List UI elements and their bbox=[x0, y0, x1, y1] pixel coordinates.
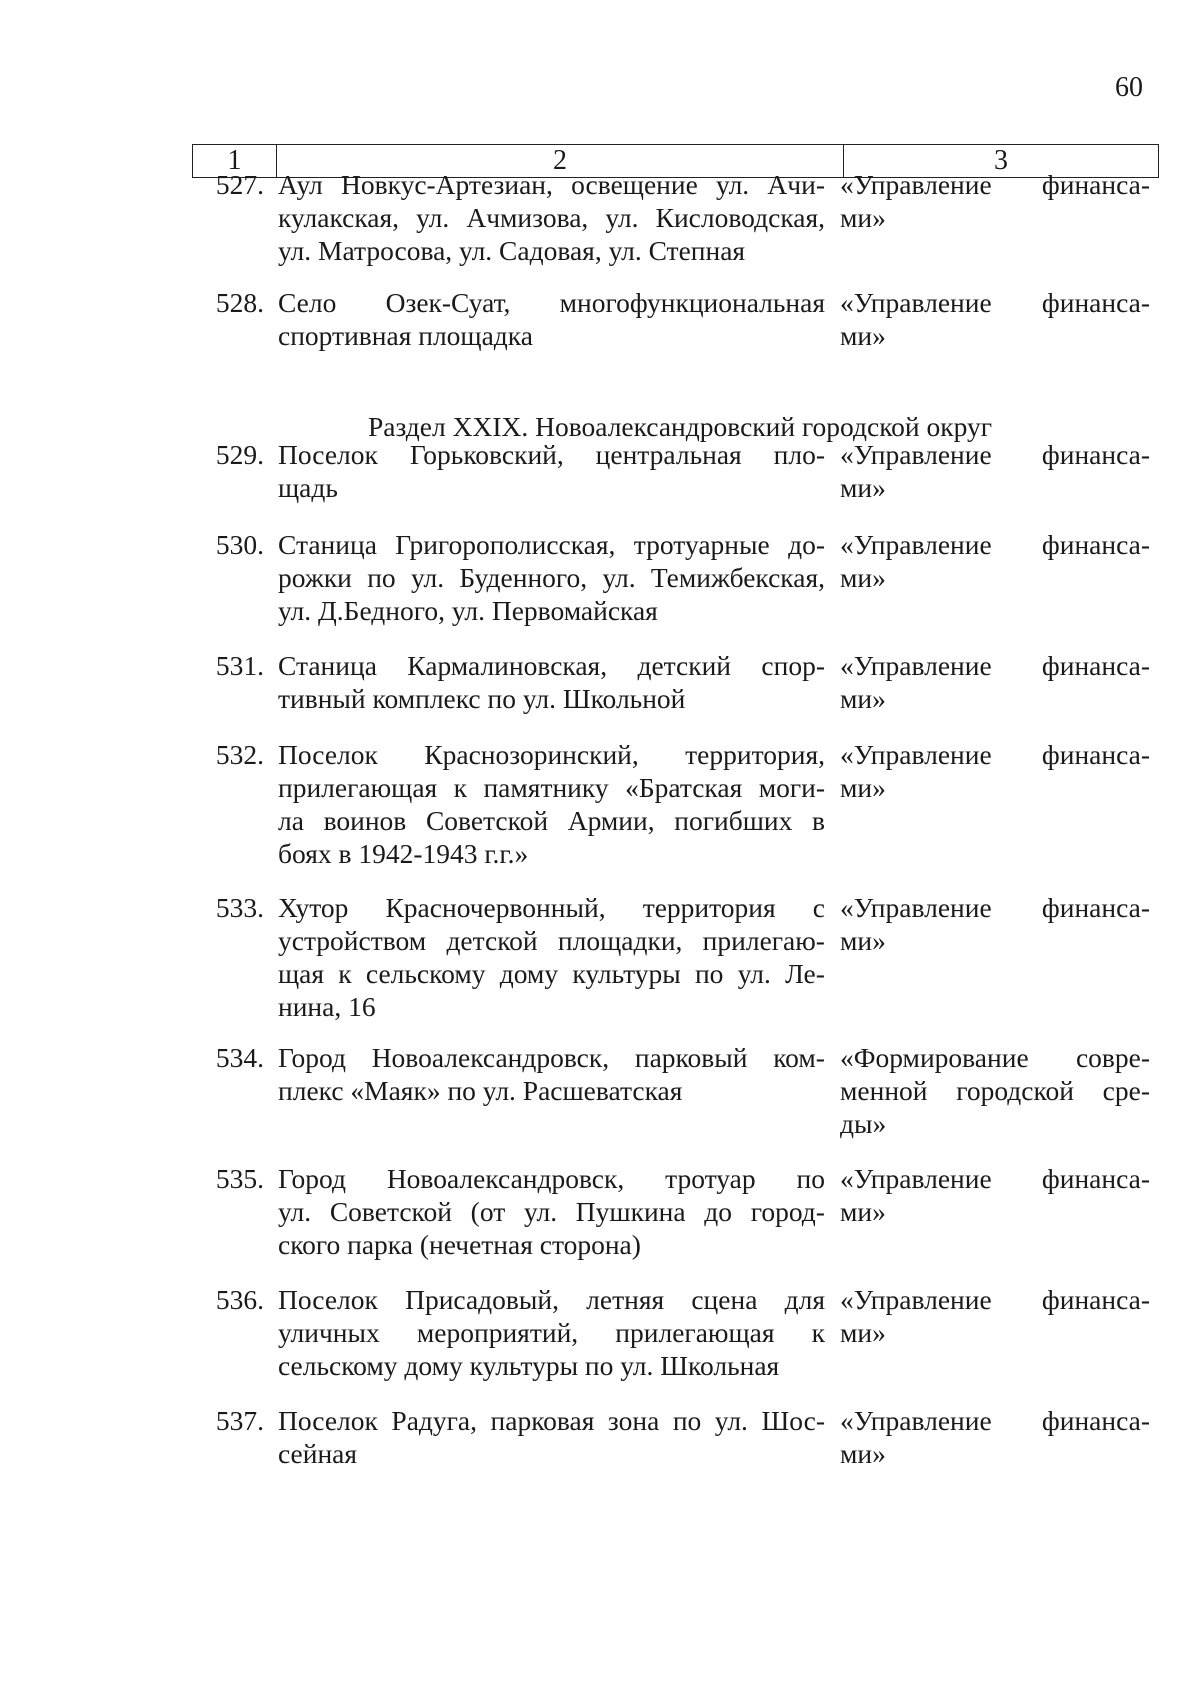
description-word: сцена bbox=[691, 1284, 758, 1315]
description-word: тротуарные bbox=[633, 529, 770, 560]
row-number: 531. bbox=[215, 650, 264, 681]
row-description bbox=[278, 1404, 825, 1470]
program-line: ды» bbox=[840, 1108, 887, 1139]
description-word: кулакская, bbox=[278, 202, 399, 233]
program-line: ми» bbox=[840, 1196, 886, 1227]
program-word: финанса- bbox=[1041, 650, 1150, 681]
description-word: культуры bbox=[572, 958, 681, 989]
description-line bbox=[278, 891, 825, 924]
description-word: Ачи- bbox=[767, 169, 825, 200]
description-word: ла bbox=[278, 805, 304, 836]
header-col-3: 3 bbox=[843, 145, 1158, 177]
description-line: спортивная площадка bbox=[278, 320, 533, 351]
description-word: памятнику bbox=[483, 772, 609, 803]
description-word: Город bbox=[278, 1163, 346, 1194]
description-word: Советской bbox=[425, 805, 549, 836]
row-program bbox=[840, 1404, 1150, 1470]
description-word: погибших bbox=[674, 805, 793, 836]
row-number: 534. bbox=[215, 1042, 264, 1073]
row-program bbox=[840, 738, 1150, 804]
description-line bbox=[278, 168, 825, 201]
description-line bbox=[278, 738, 825, 771]
description-word: Аул bbox=[278, 169, 323, 200]
program-line bbox=[840, 1404, 1150, 1437]
description-word: ул. bbox=[737, 958, 771, 989]
program-word: финанса- bbox=[1041, 287, 1150, 318]
program-line: ми» bbox=[840, 202, 886, 233]
description-word: Новкус-Артезиан, bbox=[341, 169, 553, 200]
program-line bbox=[840, 891, 1150, 924]
description-word: тротуар bbox=[665, 1163, 756, 1194]
description-line: нина, 16 bbox=[278, 991, 376, 1022]
description-word: по bbox=[694, 958, 724, 989]
program-line: ми» bbox=[840, 320, 886, 351]
row-description bbox=[278, 1162, 825, 1261]
description-word: ул. bbox=[523, 1196, 558, 1227]
description-word: Станица bbox=[278, 650, 377, 681]
description-word: Ачмизова, bbox=[466, 202, 589, 233]
program-word: финанса- bbox=[1041, 1405, 1150, 1436]
row-description bbox=[278, 438, 825, 504]
row-number: 530. bbox=[215, 529, 264, 560]
description-word: устройством bbox=[278, 925, 427, 956]
description-line bbox=[278, 771, 825, 804]
description-word: центральная bbox=[595, 439, 742, 470]
description-word: Ле- bbox=[785, 958, 825, 989]
description-word: дому bbox=[499, 958, 559, 989]
description-word: парковая bbox=[490, 1405, 595, 1436]
program-line: ми» bbox=[840, 562, 886, 593]
description-word: к bbox=[453, 772, 468, 803]
description-word: Присадовый, bbox=[405, 1284, 559, 1315]
row-program bbox=[840, 891, 1150, 957]
program-word: сре- bbox=[1102, 1075, 1150, 1106]
description-word: до- bbox=[788, 529, 825, 560]
description-word: сельскому bbox=[365, 958, 486, 989]
description-line: сельскому дому культуры по ул. Школьная bbox=[278, 1350, 780, 1381]
program-line: ми» bbox=[840, 925, 886, 956]
description-word: парковый bbox=[634, 1042, 748, 1073]
description-line: ского парка (нечетная сторона) bbox=[278, 1229, 641, 1260]
program-line: ми» bbox=[840, 1317, 886, 1348]
program-line bbox=[840, 168, 1150, 201]
description-line bbox=[278, 804, 825, 837]
program-word: финанса- bbox=[1041, 439, 1150, 470]
row-program bbox=[840, 286, 1150, 352]
description-word: Радуга, bbox=[391, 1405, 478, 1436]
description-line bbox=[278, 438, 825, 471]
description-word: ком- bbox=[773, 1042, 825, 1073]
program-word: «Формирование bbox=[840, 1042, 1029, 1073]
description-word: ул. bbox=[716, 169, 750, 200]
description-word: многофункциональная bbox=[559, 287, 825, 318]
description-word: рожки bbox=[278, 562, 352, 593]
description-word: «Братская bbox=[625, 772, 743, 803]
row-description bbox=[278, 738, 825, 870]
description-line bbox=[278, 1316, 825, 1349]
description-word: спор- bbox=[761, 650, 825, 681]
row-program bbox=[840, 1283, 1150, 1349]
description-line bbox=[278, 1041, 825, 1074]
description-line bbox=[278, 1283, 825, 1316]
row-description bbox=[278, 286, 825, 352]
description-word: Озек-Суат, bbox=[385, 287, 511, 318]
row-program bbox=[840, 438, 1150, 504]
program-word: «Управление bbox=[840, 169, 992, 200]
program-line bbox=[840, 1283, 1150, 1316]
description-word: по bbox=[672, 1405, 702, 1436]
description-line: ул. Матросова, ул. Садовая, ул. Степная bbox=[278, 235, 746, 266]
row-number: 532. bbox=[215, 739, 264, 770]
program-word: «Управление bbox=[840, 892, 992, 923]
program-line bbox=[840, 1041, 1150, 1074]
description-word: к bbox=[811, 1317, 825, 1348]
description-word: прилегающая bbox=[615, 1317, 775, 1348]
description-line: ул. Д.Бедного, ул. Первомайская bbox=[278, 595, 658, 626]
description-word: уличных bbox=[278, 1317, 380, 1348]
description-word: Кисловодская, bbox=[655, 202, 825, 233]
description-word: ул. bbox=[605, 202, 639, 233]
description-word: Шос- bbox=[761, 1405, 825, 1436]
program-line bbox=[840, 528, 1150, 561]
description-word: по bbox=[367, 562, 396, 593]
row-number: 528. bbox=[215, 287, 264, 318]
program-word: финанса- bbox=[1041, 1284, 1150, 1315]
description-word: ул. bbox=[410, 562, 445, 593]
row-description bbox=[278, 891, 825, 1023]
description-word: Новоалександровск, bbox=[386, 1163, 625, 1194]
row-number: 537. bbox=[215, 1405, 264, 1436]
description-word: Поселок bbox=[278, 439, 378, 470]
description-word: Буденного, bbox=[459, 562, 588, 593]
program-word: «Управление bbox=[840, 287, 992, 318]
row-description bbox=[278, 528, 825, 627]
program-line bbox=[840, 649, 1150, 682]
description-word: моги- bbox=[758, 772, 825, 803]
description-word: ул. bbox=[714, 1405, 748, 1436]
program-word: финанса- bbox=[1041, 529, 1150, 560]
description-line bbox=[278, 286, 825, 319]
description-word: Армии, bbox=[567, 805, 655, 836]
description-word: Советской bbox=[329, 1196, 452, 1227]
program-line bbox=[840, 438, 1150, 471]
description-line bbox=[278, 561, 825, 594]
description-line bbox=[278, 1404, 825, 1437]
description-word: освещение bbox=[571, 169, 698, 200]
description-word: детской bbox=[446, 925, 538, 956]
description-word: зона bbox=[607, 1405, 660, 1436]
row-number: 536. bbox=[215, 1284, 264, 1315]
row-program bbox=[840, 168, 1150, 234]
program-word: «Управление bbox=[840, 739, 992, 770]
program-word: «Управление bbox=[840, 650, 992, 681]
description-word: ул. bbox=[602, 562, 636, 593]
row-description bbox=[278, 168, 825, 267]
description-word: Горьковский, bbox=[409, 439, 564, 470]
description-word: (от bbox=[470, 1196, 506, 1227]
description-word: летняя bbox=[586, 1284, 665, 1315]
description-word: Краснозоринский, bbox=[424, 739, 639, 770]
description-word: Город bbox=[278, 1042, 346, 1073]
description-line: тивный комплекс по ул. Школьной bbox=[278, 683, 686, 714]
row-description bbox=[278, 649, 825, 715]
description-line: боях в 1942-1943 г.г.» bbox=[278, 838, 529, 869]
page-number: 60 bbox=[1115, 72, 1143, 103]
program-word: менной bbox=[840, 1075, 928, 1106]
description-word: прилегаю- bbox=[702, 925, 825, 956]
description-word: воинов bbox=[323, 805, 407, 836]
program-line bbox=[840, 1074, 1150, 1107]
program-line bbox=[840, 738, 1150, 771]
description-line bbox=[278, 528, 825, 561]
row-description bbox=[278, 1041, 825, 1107]
description-word: Поселок bbox=[278, 1284, 378, 1315]
description-word: Темижбекская, bbox=[650, 562, 825, 593]
program-word: городской bbox=[956, 1075, 1074, 1106]
description-word: до bbox=[704, 1196, 733, 1227]
description-line bbox=[278, 201, 825, 234]
row-program bbox=[840, 1041, 1150, 1140]
description-line: сейная bbox=[278, 1438, 358, 1469]
program-word: финанса- bbox=[1041, 892, 1150, 923]
program-line: ми» bbox=[840, 772, 886, 803]
description-word: к bbox=[338, 958, 352, 989]
description-word: территория, bbox=[685, 739, 825, 770]
row-number: 533. bbox=[215, 892, 264, 923]
description-word: Григорополисская, bbox=[395, 529, 616, 560]
header-col-1: 1 bbox=[227, 145, 242, 176]
description-word: для bbox=[784, 1284, 825, 1315]
program-line: ми» bbox=[840, 683, 886, 714]
description-word: Станица bbox=[278, 529, 377, 560]
description-word: Поселок bbox=[278, 1405, 378, 1436]
description-line bbox=[278, 924, 825, 957]
row-number: 535. bbox=[215, 1163, 264, 1194]
description-word: Село bbox=[278, 287, 337, 318]
program-line: ми» bbox=[840, 1438, 886, 1469]
program-word: «Управление bbox=[840, 439, 992, 470]
description-word: мероприятий, bbox=[416, 1317, 579, 1348]
description-word: пло- bbox=[773, 439, 825, 470]
description-word: Красночервонный, bbox=[385, 892, 606, 923]
row-program bbox=[840, 1162, 1150, 1228]
program-line bbox=[840, 1162, 1150, 1195]
program-word: «Управление bbox=[840, 1163, 992, 1194]
description-word: Новоалександровск, bbox=[371, 1042, 610, 1073]
section-title-text: Раздел XXIX. Новоалександровский городской округ bbox=[367, 411, 993, 442]
program-word: совре- bbox=[1075, 1042, 1150, 1073]
description-line bbox=[278, 1162, 825, 1195]
program-word: «Управление bbox=[840, 1284, 992, 1315]
row-program bbox=[840, 649, 1150, 715]
description-word: площадки, bbox=[557, 925, 683, 956]
program-word: «Управление bbox=[840, 529, 992, 560]
description-word: прилегающая bbox=[278, 772, 438, 803]
program-word: финанса- bbox=[1041, 739, 1150, 770]
row-number: 527. bbox=[215, 169, 264, 200]
description-word: территория bbox=[642, 892, 776, 923]
description-word: ул. bbox=[278, 1196, 312, 1227]
program-word: «Управление bbox=[840, 1405, 992, 1436]
description-line: плекс «Маяк» по ул. Расшеватская bbox=[278, 1075, 683, 1106]
description-word: Кармалиновская, bbox=[407, 650, 608, 681]
description-word: Хутор bbox=[278, 892, 349, 923]
program-word: финанса- bbox=[1041, 169, 1150, 200]
program-line bbox=[840, 286, 1150, 319]
description-line bbox=[278, 957, 825, 990]
row-number: 529. bbox=[215, 439, 264, 470]
description-word: щая bbox=[278, 958, 325, 989]
description-word: с bbox=[812, 892, 825, 923]
program-line: ми» bbox=[840, 472, 886, 503]
description-word: по bbox=[796, 1163, 825, 1194]
description-word: Поселок bbox=[278, 739, 378, 770]
description-line: щадь bbox=[278, 472, 338, 503]
description-word: детский bbox=[637, 650, 732, 681]
description-line bbox=[278, 649, 825, 682]
description-word: город- bbox=[750, 1196, 825, 1227]
row-program bbox=[840, 528, 1150, 594]
description-line bbox=[278, 1195, 825, 1228]
description-word: Пушкина bbox=[575, 1196, 686, 1227]
description-word: ул. bbox=[416, 202, 450, 233]
header-col-2: 2 bbox=[276, 145, 843, 177]
description-word: в bbox=[812, 805, 825, 836]
row-description bbox=[278, 1283, 825, 1382]
program-word: финанса- bbox=[1041, 1163, 1150, 1194]
